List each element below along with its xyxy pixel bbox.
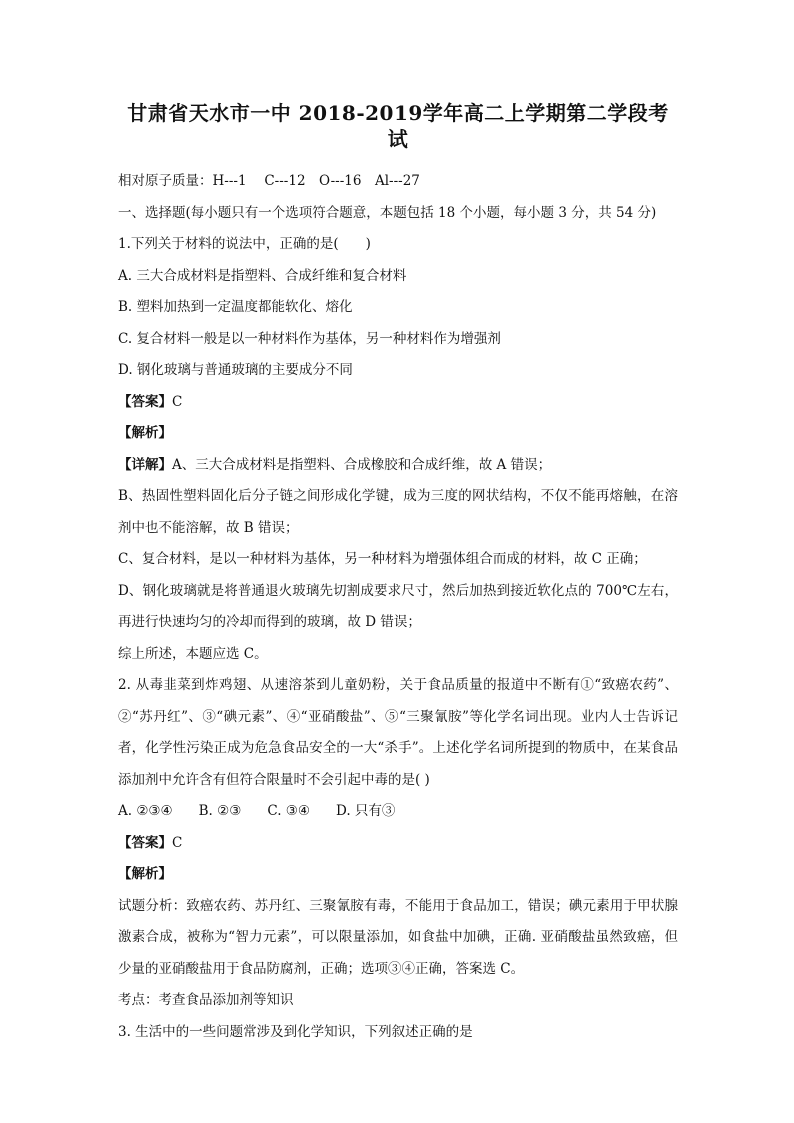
q1-detail-summary: 综上所述，本题应选 C。 (118, 645, 268, 662)
q2-answer-label: 【答案】 (118, 834, 172, 851)
q1-detail-d: D、钢化玻璃就是将普通退火玻璃先切割成要求尺寸，然后加热到接近软化点的 700℃左右，再进行快速均匀的冷却而得到的玻璃，故 D 错误； (118, 582, 678, 630)
q1-detail-c: C、复合材料，是以一种材料为基体，另一种材料为增强体组合而成的材料，故 C 正确； (118, 551, 647, 567)
q1-answer-value: C (172, 393, 183, 410)
q1-answer (118, 387, 678, 419)
q1-option-a: A. 三大合成材料是指塑料、合成纤维和复合材料 (118, 267, 407, 284)
q1-detail-b: B、热固性塑料固化后分子链之间形成化学键，成为三度的网状结构，不仅不能再熔触，在溶剂中也不能溶解，故 B 错误； (118, 488, 678, 536)
q2-option-c: C. ③④ (267, 803, 310, 819)
q1-detail-a: 【详解】A、三大合成材料是指塑料、合成橡胶和合成纤维，故 A 错误； (118, 456, 552, 473)
exam-title: 甘肃省天水市一中 2018-2019学年高二上学期第二学段考试 (127, 101, 669, 151)
q2-analysis-label: 【解析】 (118, 866, 172, 882)
q2-kaodian: 考点：考查食品添加剂等知识 (118, 992, 294, 1008)
q2-option-a: A. ②③④ (118, 803, 173, 819)
q2-answer (118, 828, 678, 860)
q2-stem: 2. 从毒韭菜到炸鸡翅、从速溶茶到儿童奶粉，关于食品质量的报道中不断有①“致癌农药”、②“苏丹红”、③“碘元素”、④“亚硝酸盐”、⑤“三聚氰胺”等化学名词出现。业内人士告诉记者，化学性污染正成为危急食品安全的一大“杀手”。上述化学名词所提到的物质中，在某食品添加剂中允许含有但符合限量时不会引起中毒的是( ) (118, 677, 678, 788)
q1-detail-label: 【详解】 (118, 456, 172, 473)
q2-answer-value: C (172, 834, 183, 851)
q2-analysis-text: 试题分析：致癌农药、苏丹红、三聚氰胺有毒，不能用于食品加工，错误；碘元素用于甲状腺激素合成，被称为“智力元素”，可以限量添加，如食盐中加碘，正确. 亚硝酸盐虽然致癌，但少量的亚硝酸盐用于食品防腐剂，正确；选项③④正确，答案选 C。 (118, 897, 678, 977)
atomic-mass-line: 相对原子质量：H---1 C---12 O---16 Al---27 (118, 173, 420, 189)
q1-stem: 1.下列关于材料的说法中，正确的是( ) (118, 236, 371, 252)
q1-option-b: B. 塑料加热到一定温度都能软化、熔化 (118, 299, 353, 315)
exam-page (118, 100, 678, 1048)
q1-option-c: C. 复合材料一般是以一种材料作为基体，另一种材料作为增强剂 (118, 330, 501, 347)
q1-answer-label: 【答案】 (118, 393, 172, 410)
q2-option-d: D. 只有③ (336, 803, 396, 819)
q3-stem: 3. 生活中的一些问题常涉及到化学知识，下列叙述正确的是 (118, 1023, 473, 1040)
q2-options (118, 796, 678, 828)
q1-option-d: D. 钢化玻璃与普通玻璃的主要成分不同 (118, 362, 353, 378)
q1-analysis-label: 【解析】 (118, 425, 172, 441)
q2-option-b: B. ②③ (198, 803, 242, 819)
section-header: 一、选择题(每小题只有一个选项符合题意，本题包括 18 个小题，每小题 3 分，共 54 分) (118, 204, 657, 221)
